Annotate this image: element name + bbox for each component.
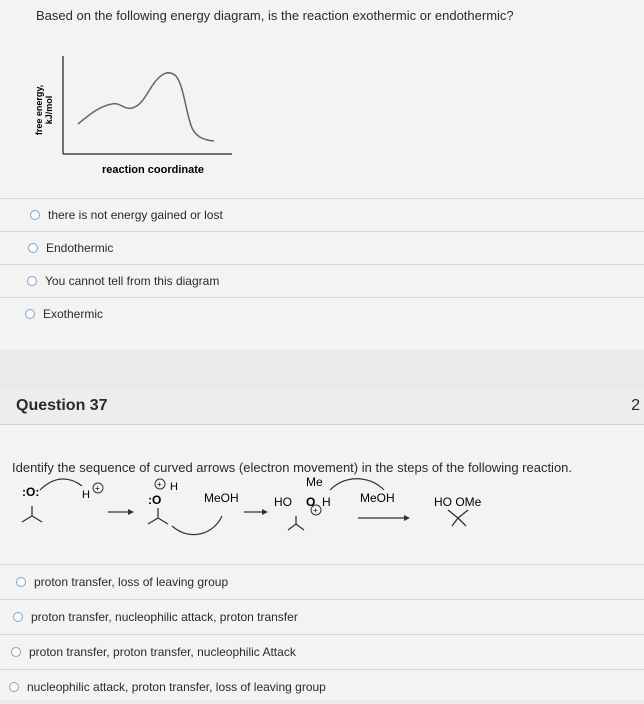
y-axis-label-1: free energy,	[34, 84, 44, 136]
radio-button[interactable]	[16, 577, 26, 587]
oxonium-oxygen: O	[306, 495, 316, 509]
question-header	[0, 388, 644, 425]
radio-button[interactable]	[27, 276, 37, 286]
reaction-scheme	[0, 476, 520, 541]
question-points: 2	[631, 397, 640, 414]
option-label: You cannot tell from this diagram	[45, 274, 220, 288]
x-axis-label: reaction coordinate	[101, 164, 205, 176]
option-exothermic[interactable]	[0, 298, 644, 330]
radio-button[interactable]	[28, 243, 38, 253]
charge-plus: +	[157, 480, 162, 489]
intermediate-h: H	[170, 481, 178, 493]
question-prompt: Based on the following energy diagram, is the reaction exothermic or endothermic?	[36, 8, 514, 23]
curved-arrow	[330, 479, 384, 490]
question-card-energy-diagram	[0, 0, 644, 350]
product-skeleton	[448, 510, 468, 526]
hydroxyl-label: HO	[274, 495, 292, 509]
oxonium-skeleton	[288, 516, 304, 530]
oxonium-h: H	[322, 495, 331, 509]
radio-button[interactable]	[30, 210, 40, 220]
energy-diagram	[20, 44, 260, 189]
option-d[interactable]	[0, 670, 644, 704]
radio-button[interactable]	[11, 647, 21, 657]
reagent-methanol-1: MeOH	[204, 491, 239, 505]
option-label: proton transfer, loss of leaving group	[34, 575, 229, 589]
option-no-energy[interactable]	[0, 198, 644, 232]
arrow-head	[128, 509, 134, 515]
option-label: proton transfer, nucleophilic attack, proton transfer	[31, 610, 298, 624]
reagent-methanol-2: MeOH	[360, 491, 395, 505]
question-title: Question 37	[16, 397, 108, 414]
option-c[interactable]	[0, 635, 644, 670]
radio-button[interactable]	[9, 682, 19, 692]
curved-arrow	[40, 479, 82, 490]
charge-plus: +	[95, 484, 100, 493]
option-cannot-tell[interactable]	[0, 265, 644, 298]
intermediate-skeleton	[148, 508, 168, 524]
radio-button[interactable]	[25, 309, 35, 319]
option-label: Endothermic	[46, 241, 114, 255]
option-endothermic[interactable]	[0, 232, 644, 265]
arrow-head	[262, 509, 268, 515]
answer-options	[0, 564, 644, 704]
methyl-label: Me	[306, 476, 323, 489]
charge-plus: +	[313, 506, 318, 515]
option-label: nucleophilic attack, proton transfer, loss of leaving group	[27, 680, 326, 694]
option-label: proton transfer, proton transfer, nucleophilic Attack	[29, 645, 296, 659]
question-prompt: Identify the sequence of curved arrows (electron movement) in the steps of the following reaction.	[12, 460, 573, 475]
y-axis-label-2: kJ/mol	[44, 95, 54, 125]
curved-arrow	[172, 516, 222, 535]
product-label: HO OMe	[434, 495, 482, 509]
reactant-oxygen: :O:	[22, 485, 40, 499]
option-b[interactable]	[0, 600, 644, 635]
question-card-37	[0, 388, 644, 700]
intermediate-oxygen: :O	[148, 493, 162, 507]
radio-button[interactable]	[13, 612, 23, 622]
energy-curve	[78, 73, 214, 141]
option-a[interactable]	[0, 564, 644, 600]
arrow-head	[404, 515, 410, 521]
proton-h: H	[82, 489, 90, 501]
answer-options	[0, 198, 644, 330]
reactant-skeleton	[22, 506, 42, 522]
option-label: Exothermic	[43, 307, 104, 321]
option-label: there is not energy gained or lost	[48, 208, 223, 222]
